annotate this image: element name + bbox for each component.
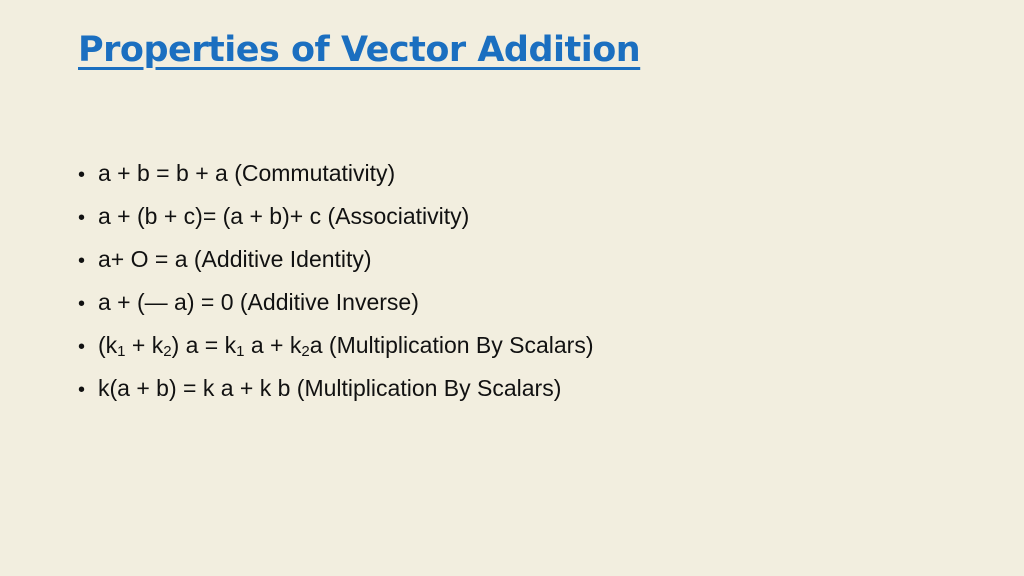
bullet-list xyxy=(78,152,594,410)
bullet-text-segment: a+ O = a (Additive Identity) xyxy=(98,246,372,272)
subscript: 1 xyxy=(236,343,245,360)
bullet-text xyxy=(98,152,395,195)
bullet-text xyxy=(98,324,594,367)
bullet-text-segment: a + (— a) = 0 (Additive Inverse) xyxy=(98,289,419,315)
bullet-text-segment: a + b = b + a (Commutativity) xyxy=(98,160,396,186)
bullet-text-segment: (k xyxy=(98,332,118,358)
bullet-text xyxy=(98,281,419,324)
bullet-icon: • xyxy=(78,293,86,315)
bullet-text-segment: a (Multiplication By Scalars) xyxy=(309,332,594,358)
bullet-icon: • xyxy=(78,250,86,272)
subscript: 2 xyxy=(301,343,310,360)
bullet-text xyxy=(98,195,469,238)
bullet-item xyxy=(78,152,594,195)
bullet-item xyxy=(78,195,594,238)
bullet-icon: • xyxy=(78,336,86,358)
bullet-text-segment: + k xyxy=(125,332,164,358)
bullet-item xyxy=(78,238,594,281)
bullet-item xyxy=(78,324,594,367)
bullet-text-segment: a + k xyxy=(244,332,302,358)
bullet-text xyxy=(98,367,561,410)
bullet-icon: • xyxy=(78,379,86,401)
bullet-text xyxy=(98,238,372,281)
bullet-text-segment: ) a = k xyxy=(171,332,237,358)
bullet-text-segment: k(a + b) = k a + k b (Multiplication By Scalars) xyxy=(98,375,562,401)
bullet-item xyxy=(78,367,594,410)
bullet-icon: • xyxy=(78,207,86,229)
slide-title: Properties of Vector Addition xyxy=(78,30,641,70)
subscript: 1 xyxy=(117,343,126,360)
bullet-text-segment: a + (b + c)= (a + b)+ c (Associativity) xyxy=(98,203,470,229)
subscript: 2 xyxy=(163,343,172,360)
bullet-icon: • xyxy=(78,164,86,186)
bullet-item xyxy=(78,281,594,324)
